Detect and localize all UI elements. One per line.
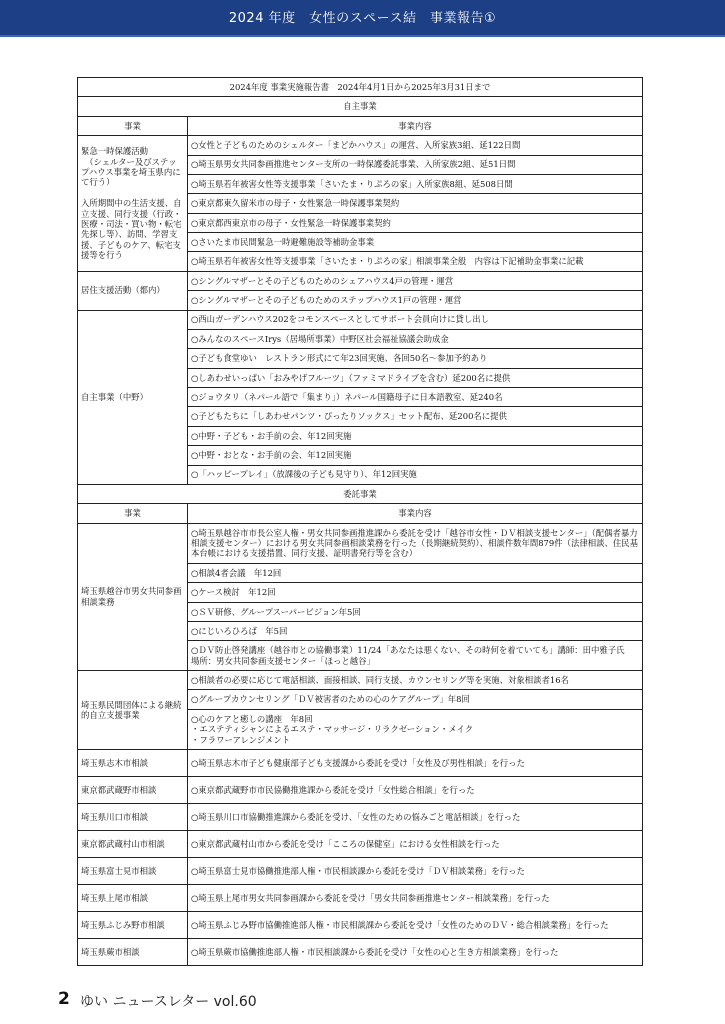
category-cell: 緊急一時保護活動 （シェルター及びステップハウス事業を埼玉県内にて行う） 入所期間中の生活支援、自立支援、同行支援（行政・医療・司法・買い物・転宅先探し等）、訪問、学習支援、子どものケア、転宅支援等を行う <box>78 136 188 272</box>
koshigaya-section <box>78 523 643 670</box>
table-row <box>78 271 643 290</box>
content-cell: ○埼玉県男女共同参画推進センター支所の一時保護委託事業、入所家族2組、延51日間 <box>188 155 643 174</box>
header-bar <box>0 0 725 37</box>
table-row <box>78 523 643 563</box>
column-header-business: 事業 <box>78 504 188 523</box>
section-heading: 自主事業 <box>78 97 643 116</box>
column-header-content: 事業内容 <box>188 116 643 135</box>
nakano-section <box>78 310 643 484</box>
content-cell: ○ＳＶ研修、グループスーパービジョン年5回 <box>188 602 643 621</box>
table-row <box>78 857 643 884</box>
report-title: 2024年度 事業実施報告書 2024年4月1日から2025年3月31日まで <box>78 78 643 97</box>
table-row <box>78 671 643 690</box>
content-cell: ○ＤＶ防止啓発講座（越谷市との協働事業）11/24「あなたは悪くない、その時何を着ていても」講師：田中雅子氏 場所：男女共同参画支援センター「ほっと越谷」 <box>188 641 643 671</box>
section-heading: 委託事業 <box>78 484 643 503</box>
content-cell: ○ケース検討 年12回 <box>188 583 643 602</box>
city-name-cell: 埼玉県川口市相談 <box>78 803 188 830</box>
table-row <box>78 136 643 155</box>
content-cell: ○東京都東久留米市の母子・女性緊急一時保護事業契約 <box>188 194 643 213</box>
content-cell: ○東京都武蔵野市市民協働推進課から委託を受け「女性総合相談」を行った <box>188 777 643 804</box>
content-cell: ○埼玉県越谷市市長公室人権・男女共同参画推進課から委託を受け「越谷市女性・ＤＶ相談支援センター」（配偶者暴力相談支援センター）における男女共同参画相談業務を行った（長期継続契約）、相談件数年間879件（法律相談、住民基本台帳における支援措置、同行支援、証明書発行等を含む） <box>188 523 643 563</box>
content-cell: ○埼玉県若年被害女性等支援事業「さいたま・りぷろの家」相談事業全般 内容は下記補助金事業に記載 <box>188 252 643 271</box>
content-cell: ○ジョウタリ（ネパール語で「集まり」）ネパール国籍母子に日本語教室、延240名 <box>188 388 643 407</box>
content-cell: ○西山ガーデンハウス202をコモンスペースとしてサポート会員向けに貸し出し <box>188 310 643 329</box>
content-cell: ○埼玉県ふじみ野市協働推進部人権・市民相談課から委託を受け「女性のためのＤＶ・総合相談業務」を行った <box>188 911 643 938</box>
content-cell: ○相談者の必要に応じて電話相談、面接相談、同行支援、カウンセリング等を実施、対象相談者16名 <box>188 671 643 690</box>
category-cell: 居住支援活動（都内） <box>78 271 188 310</box>
content-cell: ○みんなのスペースIrys（居場所事業）中野区社会福祉協議会助成金 <box>188 329 643 348</box>
content-cell: ○にじいろひろば 年5回 <box>188 621 643 640</box>
city-name-cell: 埼玉県蕨市相談 <box>78 938 188 965</box>
content-cell: ○相談4者会議 年12回 <box>188 563 643 582</box>
content-cell: ○さいたま市民間緊急一時避難施設等補助金事業 <box>188 233 643 252</box>
content-cell: ○埼玉県上尾市男女共同参画課から委託を受け「男女共同参画推進センター相談業務」を行った <box>188 884 643 911</box>
city-name-cell: 埼玉県志木市相談 <box>78 750 188 777</box>
table-row <box>78 911 643 938</box>
content-cell: ○子ども食堂ゆい レストラン形式にて年23回実施、各回50名～参加予約あり <box>188 349 643 368</box>
table-row <box>78 884 643 911</box>
content-cell: ○心のケアと癒しの講座 年8回 ・エステティシャンによるエステ・マッサージ・リラクゼーション・メイク ・フラワーアレンジメント <box>188 709 643 749</box>
table-row <box>78 777 643 804</box>
content-cell: ○中野・おとな・お手前の会、年12回実施 <box>188 446 643 465</box>
header-title: 2024 年度 女性のスペース結 事業報告① <box>228 11 497 26</box>
table-row <box>78 938 643 965</box>
ngo-section <box>78 671 643 750</box>
table-row <box>78 310 643 329</box>
page-number: 2 <box>58 989 70 1009</box>
table-row <box>78 803 643 830</box>
content-cell: ○東京都武蔵村山市から委託を受け「こころの保健室」における女性相談を行った <box>188 830 643 857</box>
city-name-cell: 埼玉県上尾市相談 <box>78 884 188 911</box>
table-row <box>78 750 643 777</box>
content-cell: ○シングルマザーとその子どものためのシェアハウス4戸の管理・運営 <box>188 271 643 290</box>
report-table <box>77 77 643 966</box>
content-cell: ○埼玉県若年被害女性等支援事業「さいたま・りぷろの家」入所家族8組、延508日間 <box>188 174 643 193</box>
report-document <box>77 77 642 966</box>
content-cell: ○埼玉県富士見市協働推進部人権・市民相談課から委託を受け「ＤＶ相談業務」を行った <box>188 857 643 884</box>
publication-name: ゆい ニュースレター vol.60 <box>80 994 257 1010</box>
content-cell: ○シングルマザーとその子どものためのステップハウス1戸の管理・運営 <box>188 291 643 310</box>
category-cell: 自主事業（中野） <box>78 310 188 484</box>
content-cell: ○グループカウンセリング「ＤＶ被害者のための心のケアグループ」年8回 <box>188 690 643 709</box>
category-cell: 埼玉県越谷市男女共同参画相談業務 <box>78 523 188 670</box>
content-cell: ○埼玉県志木市子ども健康部子ども支援課から委託を受け「女性及び男性相談」を行った <box>188 750 643 777</box>
category-cell: 埼玉県民間団体による継続的自立支援事業 <box>78 671 188 750</box>
content-cell: ○埼玉県川口市協働推進課から委託を受け、「女性のための悩みごと電話相談」を行った <box>188 803 643 830</box>
header-underline <box>0 35 725 37</box>
content-cell: ○しあわせいっぱい「おみやげフルーツ」（ファミマドライブを含む）延200名に提供 <box>188 368 643 387</box>
city-name-cell: 埼玉県ふじみ野市相談 <box>78 911 188 938</box>
city-name-cell: 東京都武蔵村山市相談 <box>78 830 188 857</box>
content-cell: ○埼玉県蕨市協働推進部人権・市民相談課から委託を受け「女性の心と生き方相談業務」を行った <box>188 938 643 965</box>
column-header-business: 事業 <box>78 116 188 135</box>
content-cell: ○「ハッピープレイ」（放課後の子ども見守り）、年12回実施 <box>188 465 643 484</box>
content-cell: ○東京都西東京市の母子・女性緊急一時保護事業契約 <box>188 213 643 232</box>
content-cell: ○女性と子どものためのシェルター「まどかハウス」の運営、入所家族3組、延122日間 <box>188 136 643 155</box>
content-cell: ○子どもたちに「しあわせパンツ・ぴったりソックス」セット配布、延200名に提供 <box>188 407 643 426</box>
content-cell: ○中野・子ども・お手前の会、年12回実施 <box>188 426 643 445</box>
city-consultation-section <box>78 750 643 966</box>
table-row <box>78 830 643 857</box>
city-name-cell: 東京都武蔵野市相談 <box>78 777 188 804</box>
emergency-section <box>78 136 643 272</box>
city-name-cell: 埼玉県富士見市相談 <box>78 857 188 884</box>
residence-section <box>78 271 643 310</box>
column-header-content: 事業内容 <box>188 504 643 523</box>
